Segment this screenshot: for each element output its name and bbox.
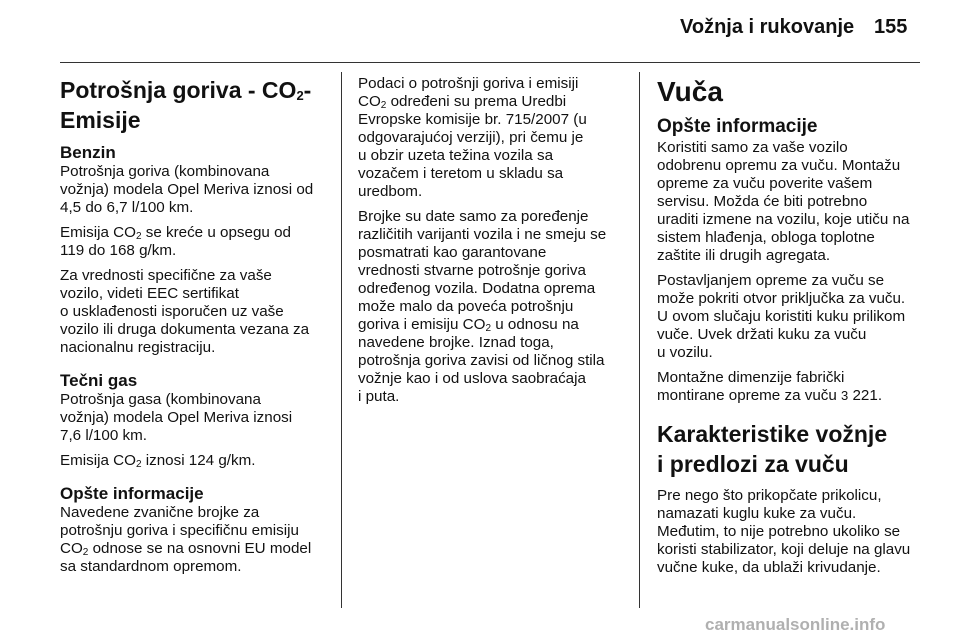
paragraph: Postavljanjem opreme za vuču se može pokriti otvor priključka za vuču. U ovom slučaju koristiti kuku prilikom vuče. Uvek držati kuku za vuču u vozilu. — [657, 272, 906, 361]
subheading-general-info: Opšte informacije — [657, 116, 818, 137]
section-heading-fuel-consumption: Potrošnja goriva - $CO_2-$ Emisije — [60, 77, 312, 133]
column-1 — [60, 75, 332, 583]
paragraph: Emisija $CO_2$ iznosi 124 g/km. — [60, 452, 256, 470]
gas-section — [60, 371, 332, 470]
subheading-general-info: Opšte informacije — [60, 484, 204, 503]
paragraph: Podaci o potrošnji goriva i emisiji $CO_2$ određeni su prema Uredbi Evropske komisije br. 715/2007 (u odgovarajućoj verziji), pri čemu je u obzir uzeta težina vozila sa vozačem i teretom u skladu sa uredbom. — [358, 75, 587, 200]
paragraph: Koristiti samo za vaše vozilo odobrenu opremu za vuču. Montažu opreme za vuču poverite vašem servisu. Možda će biti potrebno uraditi izmene na vozilu, koje utiču na sistem hlađenja, obloga toplotne zaštite ili drugih agregata. — [657, 139, 910, 264]
section-heading-driving-characteristics: Karakteristike vožnje i predlozi za vuču — [657, 421, 888, 477]
paragraph: Za vrednosti specifične za vaše vozilo, videti EEC sertifikat o usklađenosti isporučen uz vaše vozilo ili druga dokumenta vezana za nacionalnu registraciju. — [60, 267, 310, 356]
general-info-section — [60, 484, 332, 576]
column-2 — [358, 75, 630, 413]
paragraph: Potrošnja goriva (kombinovana vožnja) modela Opel Meriva iznosi od 4,5 do 6,7 l/100 km. — [60, 163, 314, 216]
paragraph: Pre nego što prikopčate prikolicu, namazati kuglu kuke za vuču. Međutim, to nije potrebno ukoliko se koristi stabilizator, koji deluje na glavu vučne kuke, da ublaži krivudanje. — [657, 487, 911, 576]
running-header: Vožnja i rukovanje — [680, 16, 855, 38]
column-3 — [657, 75, 922, 584]
paragraph: Montažne dimenzije fabrički montirane opreme za vuču 3 221. — [657, 369, 883, 404]
subheading-gas: Tečni gas — [60, 371, 138, 390]
paragraph: Potrošnja gasa (kombinovana vožnja) modela Opel Meriva iznosi 7,6 l/100 km. — [60, 391, 293, 444]
page-reference-arrow-icon: 3 — [841, 388, 849, 403]
header-divider — [60, 62, 920, 63]
benzin-section — [60, 143, 332, 357]
paragraph: Emisija $CO_2$ se kreće u opsegu od 119 do 168 g/km. — [60, 224, 291, 259]
paragraph: Navedene zvanične brojke za potrošnju goriva i specifičnu emisiju $CO_2$ odnose se na osnovni EU model sa standardnom opremom. — [60, 504, 312, 575]
paragraph: Brojke su date samo za poređenje različitih varijanti vozila i ne smeju se posmatrati kao garantovane vrednosti stvarne potrošnje goriva određenog vozila. Dodatna oprema može malo da poveća potrošnju goriva i emisiju $CO_2$ u odnosu na navedene brojke. Iznad toga, potrošnja goriva zavisi od ličnog stila vožnje kao i od uslova saobraćaja i puta. — [358, 208, 607, 405]
subheading-benzin: Benzin — [60, 143, 116, 162]
column-divider-1 — [341, 72, 342, 608]
watermark: carmanualsonline.info — [705, 615, 886, 634]
page-number: 155 — [874, 16, 908, 38]
column-divider-2 — [639, 72, 640, 608]
section-heading-towing: Vuča — [657, 76, 723, 107]
